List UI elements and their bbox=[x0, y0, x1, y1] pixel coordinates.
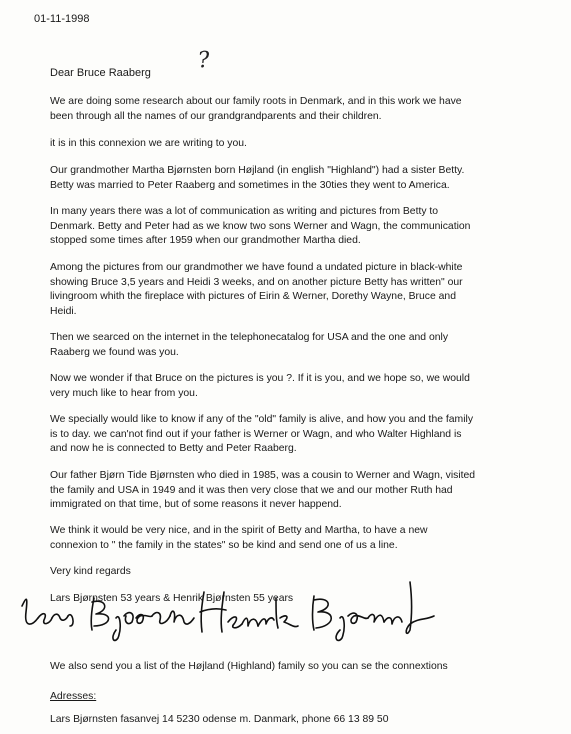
text-line: it is in this connexion we are writing to you. bbox=[50, 138, 247, 149]
text-line: Raaberg we found was you. bbox=[50, 346, 179, 358]
text-line: Our father Bjørn Tide Bjørnsten who died in 1985, was a cousin to Werner and Wagn, visited bbox=[50, 470, 476, 481]
paragraph-research bbox=[50, 95, 562, 124]
paragraph-connexion bbox=[50, 137, 562, 152]
postscript: We also send you a list of the Højland (Highland) family so you can se the connextions bbox=[50, 661, 448, 672]
closing: Very kind regards bbox=[50, 566, 131, 577]
text-line: Betty was married to Peter Raaberg and sometimes in the 30ties they went to America. bbox=[50, 179, 450, 191]
text-line: is to day. we can'not find out if your father is Werner or Wagn, and who Walter Highland is bbox=[50, 428, 462, 440]
text-line: We think it would be very nice, and in the spirit of Betty and Martha, to have a new bbox=[50, 525, 428, 536]
text-line: been through all the names of our grandgrandparents and their children. bbox=[50, 110, 382, 122]
addresses-heading: Adresses: bbox=[50, 691, 97, 702]
handwritten-signatures bbox=[14, 568, 454, 648]
text-line: very much like to hear from you. bbox=[50, 387, 198, 399]
text-line: immigrated on that time, but of some reasons it never happend. bbox=[50, 499, 342, 510]
paragraph-father bbox=[50, 469, 562, 513]
address-line: Lars Bjørnsten fasanvej 14 5230 odense m. Danmark, phone 66 13 89 50 bbox=[50, 714, 389, 725]
handwritten-question-mark: ? bbox=[196, 47, 212, 74]
text-line: connexion to " the family in the states" so be kind and send one of us a line. bbox=[50, 539, 398, 551]
text-line: Our grandmother Martha Bjørnsten born Højland (in english "Highland") had a sister Betty. bbox=[50, 165, 465, 176]
text-line: In many years there was a lot of communication as writing and pictures from Betty to bbox=[50, 206, 439, 217]
letter-date: 01-11-1998 bbox=[34, 13, 90, 25]
text-line: Among the pictures from our grandmother we have found a undated picture in black-white bbox=[50, 262, 463, 273]
paragraph-communication bbox=[50, 205, 562, 249]
paragraph-internet-search bbox=[50, 331, 562, 360]
paragraph-wonder bbox=[50, 372, 562, 401]
text-line: We are doing some research about our family roots in Denmark, and in this work we have bbox=[50, 96, 462, 107]
text-line: We specially would like to know if any of the "old" family is alive, and how you and the family bbox=[50, 414, 474, 425]
paragraph-pictures bbox=[50, 261, 562, 319]
text-line: and now he is connected to Betty and Peter Raaberg. bbox=[50, 443, 297, 454]
text-line: the family and USA in 1949 and it was then very close that we and our mother Ruth had bbox=[50, 484, 453, 496]
paragraph-old-family bbox=[50, 413, 562, 457]
salutation: Dear Bruce Raaberg bbox=[50, 67, 151, 79]
text-line: Now we wonder if that Bruce on the pictures is you ?. If it is you, and we hope so, we would bbox=[50, 373, 470, 384]
text-line: Heidi. bbox=[50, 305, 77, 317]
paragraph-grandmother bbox=[50, 164, 562, 193]
text-line: livingroom whith the fireplace with pictures of Eirin & Werner, Dorethy Wayne, Bruce and bbox=[50, 291, 456, 302]
text-line: Then we searced on the internet in the telephonecatalog for USA and the one and only bbox=[50, 332, 449, 343]
text-line: showing Bruce 3,5 years and Heidi 3 weeks, and on another picture Betty has written" our bbox=[50, 276, 463, 288]
signatories: Lars Bjørnsten 53 years & Henrik Bjørnsten 55 years bbox=[50, 593, 294, 604]
text-line: stopped some times after 1959 when our grandmother Martha died. bbox=[50, 235, 361, 246]
paragraph-new-connexion bbox=[50, 524, 562, 553]
text-line: Denmark. Betty and Peter had as we know two sons Werner and Wagn, the communication bbox=[50, 220, 471, 232]
